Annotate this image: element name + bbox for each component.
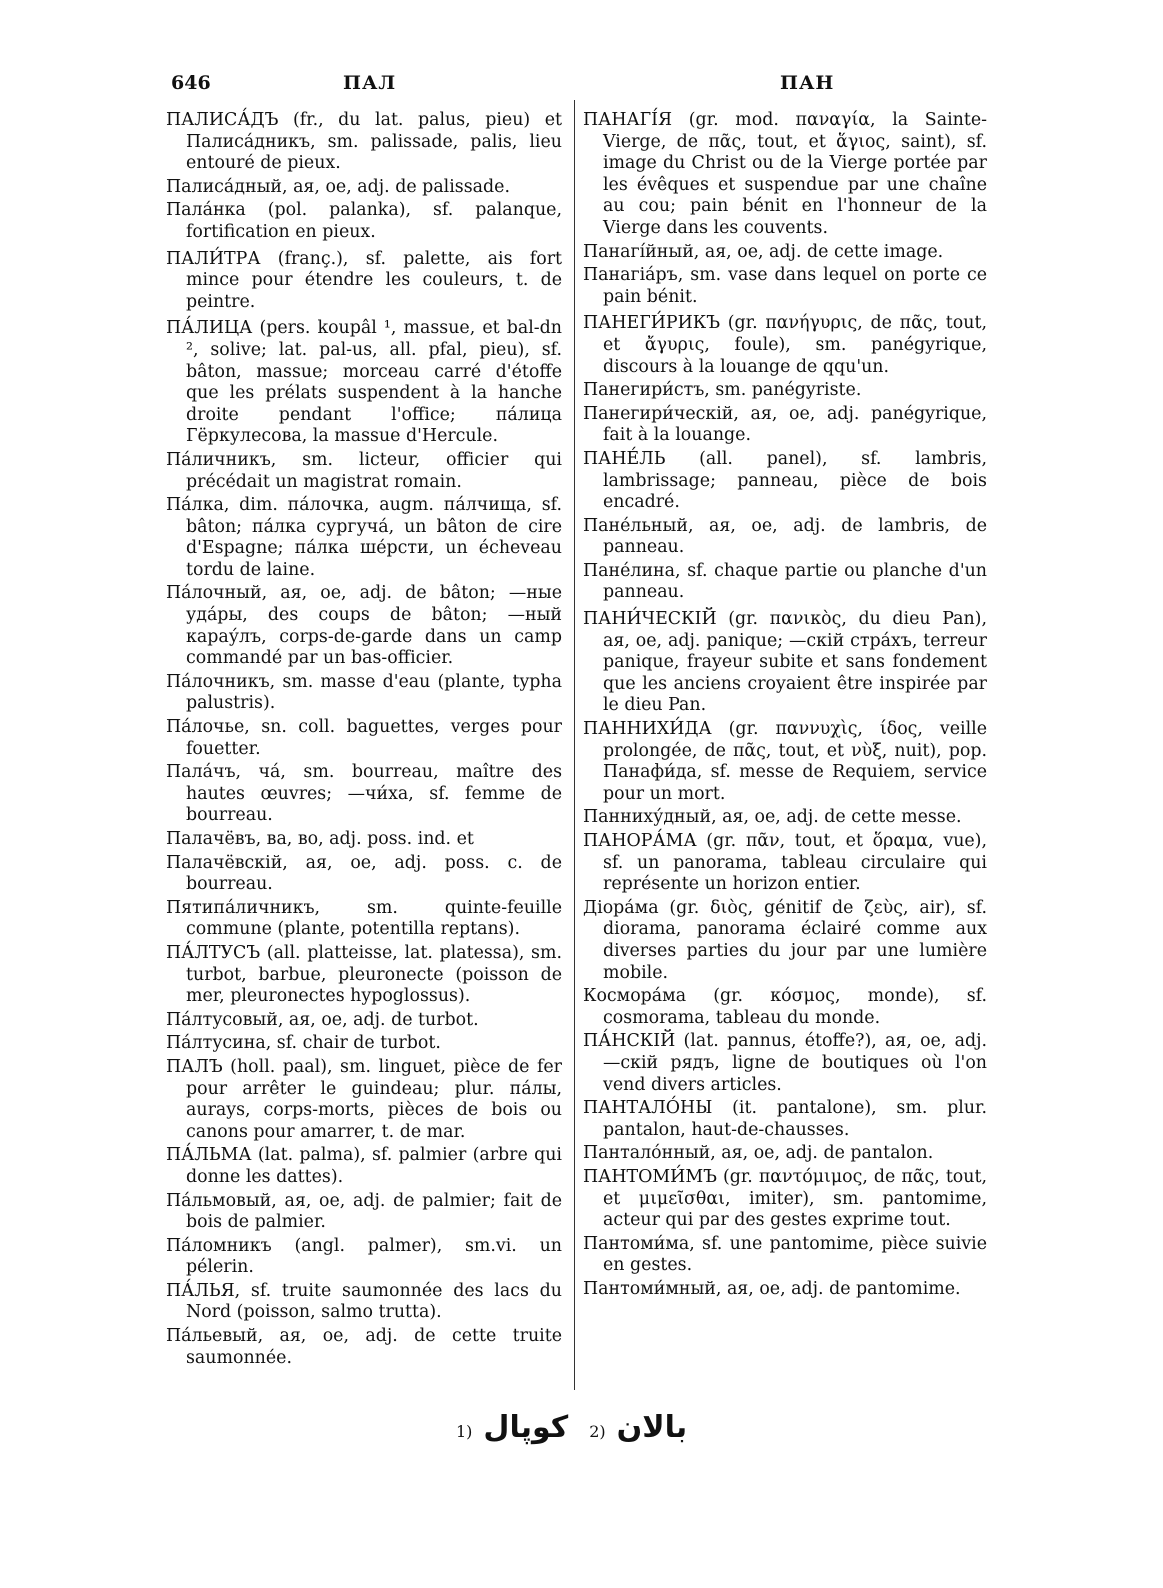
- dictionary-entry: ПА́ЛТУСЪ (all. platteisse, lat. platessa), sm. turbot, barbue, pleuronecte (poisson de mer, pleuronectes hypoglossus).: [166, 942, 562, 1007]
- dictionary-entry: Панагі́йный, ая, ое, adj. de cette image.: [583, 241, 944, 262]
- dictionary-entry: Панегири́ческій, ая, ое, adj. panégyrique, fait à la louange.: [583, 403, 987, 446]
- dictionary-entry: ПАНТАЛО́НЫ (it. pantalone), sm. plur. pantalon, haut-de-chausses.: [583, 1098, 987, 1140]
- dictionary-entry: Пантало́нный, ая, ое, adj. de pantalon.: [583, 1143, 934, 1164]
- footnote: [456, 1410, 701, 1445]
- dictionary-entry: ПАНИ́ЧЕСКІЙ (gr. πανικὸς, du dieu Pan), ая, ое, adj. panique; —скій стра́хъ, terreur panique, frayeur subite et sans fondement que les anciens croyaient être inspirée par le dieu Pan.: [583, 609, 987, 716]
- footnote-arabic-text: بالان: [616, 1410, 688, 1445]
- footnote-arabic-text: كوپال: [483, 1410, 569, 1445]
- dictionary-entry: Па́личникъ, sm. licteur, officier qui précédait un magistrat romain.: [166, 449, 562, 492]
- dictionary-entry: Па́лочникъ, sm. masse d'eau (plante, typha palustris).: [166, 671, 562, 714]
- dictionary-entry: Пятипа́личникъ, sm. quinte-feuille commune (plante, potentilla reptans).: [166, 897, 562, 940]
- dictionary-entry: Пантоми́мный, ая, ое, adj. de pantomime.: [583, 1278, 961, 1299]
- footnote-marker: 1): [456, 1422, 473, 1441]
- dictionary-entry: Діора́ма (gr. διὸς, génitif de ζεὺς, air), sf. diorama, panorama éclairé comme aux diverses parties du jour par une lumière mobile.: [583, 897, 987, 983]
- footnote-marker: 2): [589, 1422, 606, 1441]
- dictionary-entry: Палачёвскій, ая, ое, adj. poss. c. de bourreau.: [166, 852, 562, 895]
- dictionary-entry: Па́ломникъ (angl. palmer), sm.vi. un pélerin.: [166, 1235, 562, 1278]
- dictionary-entry: Панниху́дный, ая, ое, adj. de cette messe.: [583, 807, 962, 828]
- dictionary-entry: ПАНТОМИ́МЪ (gr. παντόμιμος, de πᾶς, tout, et μιμεῖσθαι, imiter), sm. pantomime, acteur qui par des gestes exprime tout.: [583, 1166, 987, 1231]
- dictionary-entry: ПАНОРА́МА (gr. πᾶν, tout, et ὅραμα, vue), sf. un panorama, tableau circulaire qui représente un horizon entier.: [583, 831, 987, 895]
- dictionary-entry: ПА́ЛЬЯ, sf. truite saumonnée des lacs du Nord (poisson, salmo trutta).: [166, 1280, 562, 1323]
- dictionary-entry: Космора́ма (gr. κόσμος, monde), sf. cosmorama, tableau du monde.: [583, 986, 987, 1028]
- dictionary-entry: ПАЛИСА́ДЪ (fr., du lat. palus, pieu) et Палиса́дникъ, sm. palissade, palis, lieu entouré de pieux.: [166, 110, 562, 174]
- dictionary-entry: Палачёвъ, ва, во, adj. poss. ind. et: [166, 829, 474, 849]
- dictionary-entry: Па́лочный, ая, ое, adj. de bâton; —ные уда́ры, des coups de bâton; —ный карау́лъ, corps-de-garde dans un camp commandé par un bas-officier.: [166, 583, 562, 669]
- dictionary-entry: Панагіа́ръ, sm. vase dans lequel on porte ce pain bénit.: [583, 265, 987, 307]
- dictionary-entry: Па́лка, dim. па́лочка, augm. па́лчища, sf. bâton; па́лка сургуча́, un bâton de cire d'Espagne; па́лка ше́рсти, un écheveau tordu de laine.: [166, 495, 562, 580]
- dictionary-entry: Па́льмовый, ая, ое, adj. de palmier; fait de bois de palmier.: [166, 1190, 562, 1233]
- dictionary-entry: ПАЛЪ (holl. paal), sm. linguet, pièce de fer pour arrêter le guindeau; plur. па́лы, aurays, corps-morts, pièces de bois ou canons pour amarrer, t. de mar.: [166, 1056, 562, 1142]
- dictionary-entry: Панегири́стъ, sm. panégyriste.: [583, 380, 862, 401]
- dictionary-entry: Пантоми́ма, sf. une pantomime, pièce suivie en gestes.: [583, 1233, 987, 1276]
- dictionary-entry: ПАННИХИ́ДА (gr. παννυχὶς, ίδος, veille prolongée, de πᾶς, tout, et νὺξ, nuit), pop. Панафи́да, sf. messe de Requiem, service pour un mort.: [583, 719, 987, 804]
- dictionary-entry: ПА́ЛЬМА (lat. palma), sf. palmier (arbre qui donne les dattes).: [166, 1145, 562, 1187]
- dictionary-entry: Пане́лина, sf. chaque partie ou planche d'un panneau.: [583, 560, 987, 603]
- page-number: 646: [171, 72, 211, 94]
- dictionary-entry: Па́лочье, sn. coll. baguettes, verges pour fouetter.: [166, 717, 562, 759]
- dictionary-entry: Па́лтусина, sf. chair de turbot.: [166, 1033, 441, 1054]
- running-head-right: ПАН: [780, 72, 835, 94]
- dictionary-entry: ПАЛИ́ТРА (franç.), sf. palette, ais fort mince pour étendre les couleurs, t. de peintre.: [166, 248, 562, 312]
- dictionary-entry: Пала́чъ, ча́, sm. bourreau, maître des hautes œuvres; —чи́ха, sf. femme de bourreau.: [166, 762, 562, 826]
- dictionary-entry: Па́лтусовый, ая, ое, adj. de turbot.: [166, 1009, 479, 1030]
- dictionary-entry: ПАНАГІ́Я (gr. mod. παναγία, la Sainte-Vierge, de πᾶς, tout, et ἅγιος, saint), sf. image du Christ ou de la Vierge portée par les évêques et suspendue par une chaîne au cou; pain bénit en l'honneur de la Vierge dans les couvents.: [583, 110, 987, 238]
- dictionary-entry: Палиса́дный, ая, ое, adj. de palissade.: [166, 176, 510, 197]
- dictionary-entry: Па́льевый, ая, ое, adj. de cette truite saumonnée.: [166, 1326, 562, 1368]
- dictionary-entry: Пала́нка (pol. palanka), sf. palanque, fortification en pieux.: [166, 200, 562, 242]
- right-column: [583, 110, 987, 1302]
- dictionary-entry: ПАНЕГИ́РИКЪ (gr. πανήγυρις, de πᾶς, tout, et ἄγυρις, foule), sm. panégyrique, discours à la louange de qqu'un.: [583, 313, 987, 377]
- column-divider: [574, 100, 575, 1390]
- left-column: [166, 110, 562, 1371]
- dictionary-entry: Пане́льный, ая, ое, adj. de lambris, de panneau.: [583, 515, 987, 558]
- dictionary-entry: ПАНЕ́ЛЬ (all. panel), sf. lambris, lambrissage; panneau, pièce de bois encadré.: [583, 448, 987, 513]
- dictionary-entry: ПА́ЛИЦА (pers. koupâl ¹, massue, et bal-dn ², solive; lat. pal-us, all. pfal, pieu), sf. bâton, massue; morceau carré d'étoffe que les prélats suspendent à la hanche droite pendant l'office; па́лица Гёркулесова, la massue d'Hercule.: [166, 318, 562, 447]
- dictionary-entry: ПА́НСКІЙ (lat. pannus, étoffe?), ая, ое, adj. —скій рядъ, ligne de boutiques où l'on vend divers articles.: [583, 1031, 987, 1095]
- running-head-left: ПАЛ: [343, 72, 397, 94]
